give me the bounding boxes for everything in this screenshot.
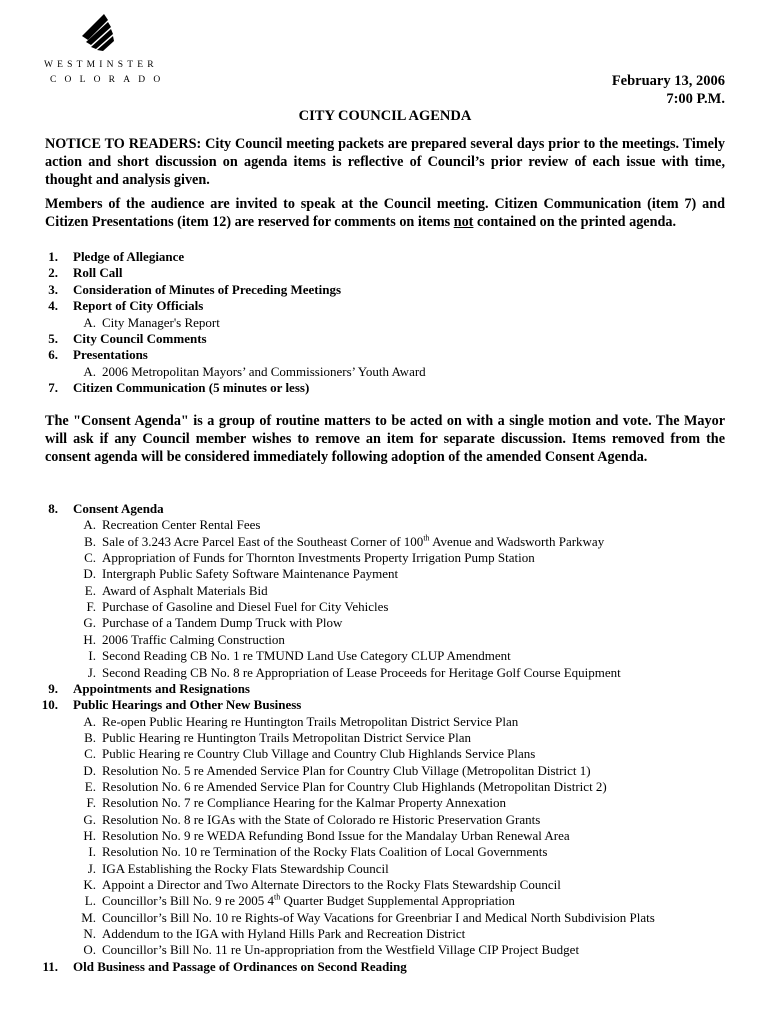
meeting-date-block — [612, 72, 725, 108]
logo-text-westminster: WESTMINSTER — [44, 60, 158, 70]
audience-underlined-word: not — [453, 214, 474, 230]
agenda-subitem-letter: B. — [84, 729, 96, 745]
agenda-subitem-text — [102, 861, 389, 877]
agenda-subitem-text-main: Second Reading CB No. 8 re Appropriation of Lease Proceeds for Heritage Golf Course Equipment — [102, 664, 621, 680]
agenda-subitem-letter: E. — [84, 778, 96, 794]
agenda-subitem-text — [102, 730, 471, 746]
audience-text-after: contained on the printed agenda. — [473, 214, 677, 230]
agenda-subitem-letter: A. — [83, 314, 96, 330]
agenda-subitem-text-main: Purchase of a Tandem Dump Truck with Plow — [102, 615, 343, 631]
agenda-subitem-text — [102, 615, 342, 631]
agenda-subitem-text-main: Public Hearing re Huntington Trails Metropolitan District Service Plan — [102, 729, 472, 745]
agenda-subitem-text — [102, 926, 465, 942]
agenda-subitem-letter: A. — [83, 363, 96, 379]
agenda-subitem-text — [102, 877, 561, 893]
agenda-subitem-letter: K. — [83, 877, 96, 893]
agenda-subitem-text — [102, 599, 388, 615]
agenda-subitem-text — [102, 364, 426, 380]
agenda-subitem-text-main: 2006 Traffic Calming Construction — [102, 631, 285, 647]
agenda-subitem-letter: A. — [83, 713, 96, 729]
agenda-subitem-text — [102, 632, 285, 648]
agenda-item-label: Consideration of Minutes of Preceding Meetings — [73, 281, 342, 297]
agenda-subitem-text-main: Resolution No. 7 re Compliance Hearing for the Kalmar Property Annexation — [102, 795, 506, 811]
agenda-item-label: Old Business and Passage of Ordinances on Second Reading — [73, 958, 407, 974]
agenda-subitem-text-main: Councillor’s Bill No. 10 re Rights-of Way Vacations for Greenbriar I and Medical North Subdivision Plats — [102, 909, 655, 925]
agenda-subitem-letter: H. — [83, 631, 96, 647]
agenda-subitem-text-main: Councillor’s Bill No. 9 re 2005 4 — [102, 893, 275, 909]
notice-paragraph: NOTICE TO READERS: City Council meeting packets are prepared several days prior to the meetings. Timely action and short discussion on agenda items is reflective of Council’s prior review of each issue with time, thought and analysis given. — [45, 136, 725, 188]
agenda-subitem-text — [102, 315, 220, 331]
agenda-subitem-text-main: Second Reading CB No. 1 re TMUND Land Use Category CLUP Amendment — [102, 648, 511, 664]
audience-paragraph — [45, 195, 725, 231]
agenda-subitem-text — [102, 566, 398, 582]
logo-mark-icon — [78, 14, 118, 52]
agenda-subitem-text — [102, 763, 591, 779]
agenda-item-label: Roll Call — [73, 265, 123, 281]
agenda-subitem-letter: I. — [88, 648, 96, 664]
agenda-subitem-letter: D. — [83, 762, 96, 778]
agenda-item-number: 1. — [48, 249, 58, 264]
agenda-item-label: Consent Agenda — [73, 501, 164, 516]
agenda-subitem-text-main: Addendum to the IGA with Hyland Hills Park and Recreation District — [102, 926, 466, 942]
agenda-subitem-text-main: City Manager's Report — [102, 314, 220, 330]
agenda-item-number: 7. — [48, 380, 58, 396]
agenda-subitem-text-main: Resolution No. 6 re Amended Service Plan for Country Club Highlands (Metropolitan District 2) — [102, 778, 607, 794]
agenda-subitem-text — [102, 648, 511, 664]
agenda-subitem-text — [102, 779, 607, 795]
agenda-subitem-letter: C. — [84, 550, 96, 566]
agenda-subitem-text-main: IGA Establishing the Rocky Flats Stewardship Council — [102, 860, 389, 876]
agenda-subitem-text-main: Resolution No. 8 re IGAs with the State of Colorado re Historic Preservation Grants — [102, 811, 541, 827]
agenda-subitem-text-main: Councillor’s Bill No. 11 re Un-appropriation from the Westfield Village CIP Project Budget — [102, 942, 580, 958]
audience-text-before: Members of the audience are invited to speak at the Council meeting. Citizen Communication (item 7) and Citizen Presentations (item 12) are reserved for comments on items — [45, 196, 725, 230]
agenda-subitem-letter: H. — [83, 828, 96, 843]
agenda-item-number: 2. — [48, 265, 58, 281]
agenda-subitem-text — [102, 844, 547, 860]
agenda-subitem-letter: O. — [83, 942, 96, 958]
agenda-item-label: Report of City Officials — [73, 298, 204, 314]
agenda-subitem-letter: D. — [83, 566, 96, 582]
agenda-subitem-text-main: Appoint a Director and Two Alternate Directors to the Rocky Flats Stewardship Council — [102, 877, 561, 893]
meeting-time: 7:00 P.M. — [666, 91, 725, 107]
agenda-item-number: 9. — [48, 680, 58, 696]
agenda-subitem-letter: L. — [84, 893, 96, 909]
agenda-subitem-text-main: Intergraph Public Safety Software Maintenance Payment — [102, 566, 399, 582]
agenda-subitem-text-main: Appropriation of Funds for Thornton Investments Property Irrigation Pump Station — [102, 550, 535, 566]
agenda-subitem-text — [102, 746, 535, 762]
agenda-subitem-letter: E. — [84, 582, 96, 598]
agenda-subitem-text — [102, 550, 535, 566]
agenda-subitem-letter: B. — [84, 533, 96, 549]
agenda-subitem-text-main: 2006 Metropolitan Mayors’ and Commissioners’ Youth Award — [102, 363, 426, 379]
agenda-item-number: 8. — [48, 501, 58, 516]
agenda-item-number: 10. — [41, 697, 58, 713]
agenda-item-number: 11. — [42, 958, 58, 974]
agenda-subitem-text — [102, 517, 260, 533]
agenda-subitem-letter: F. — [86, 795, 96, 811]
agenda-subitem-letter: J. — [87, 664, 96, 680]
agenda-item-label: Appointments and Resignations — [73, 680, 250, 696]
agenda-subitem-superscript: th — [274, 893, 281, 903]
agenda-subitem-text-main: Award of Asphalt Materials Bid — [102, 582, 268, 598]
agenda-item-label: Pledge of Allegiance — [73, 249, 185, 264]
agenda-subitem-text — [102, 665, 621, 681]
meeting-date: February 13, 2006 — [611, 73, 725, 89]
agenda-subitem-text-main: Re-open Public Hearing re Huntington Trails Metropolitan District Service Plan — [102, 713, 519, 729]
agenda-subitem-text — [102, 812, 540, 828]
agenda-item-number: 4. — [48, 298, 58, 314]
page-title: CITY COUNCIL AGENDA — [298, 108, 472, 124]
agenda-subitem-letter: C. — [84, 746, 96, 762]
agenda-subitem-text-rest: Avenue and Wadsworth Parkway — [429, 533, 605, 549]
agenda-subitem-text-main: Resolution No. 5 re Amended Service Plan for Country Club Village (Metropolitan District 1) — [102, 762, 591, 778]
agenda-subitem-text — [102, 583, 268, 599]
agenda-item-label: Presentations — [73, 347, 148, 363]
agenda-subitem-text-main: Resolution No. 10 re Termination of the Rocky Flats Coalition of Local Governments — [102, 844, 548, 860]
agenda-item-number: 3. — [48, 281, 58, 297]
agenda-subitem-text-main: Purchase of Gasoline and Diesel Fuel for City Vehicles — [102, 599, 389, 615]
agenda-subitem-text — [102, 942, 579, 958]
agenda-subitem-text-rest: Quarter Budget Supplemental Appropriation — [280, 893, 515, 909]
agenda-item-label: City Council Comments — [73, 331, 207, 346]
agenda-subitem-letter: J. — [87, 860, 96, 876]
agenda-subitem-letter: M. — [81, 909, 96, 925]
agenda-subitem-text-main: Resolution No. 9 re WEDA Refunding Bond Issue for the Mandalay Urban Renewal Area — [102, 828, 570, 843]
consent-note-paragraph: The "Consent Agenda" is a group of routine matters to be acted on with a single motion and vote. The Mayor will ask if any Council member wishes to remove an item for separate discussion. Items removed from the consent agenda will be considered immediately following adoption of the amended Consent Agenda. — [45, 413, 725, 465]
agenda-subitem-text-main: Recreation Center Rental Fees — [102, 517, 261, 533]
agenda-subitem-text — [102, 714, 518, 730]
agenda-subitem-superscript: th — [423, 533, 430, 543]
agenda-subitem-text — [102, 795, 506, 811]
agenda-subitem-text-main: Public Hearing re Country Club Village and Country Club Highlands Service Plans — [102, 746, 536, 762]
logo-text-colorado: COLORADO — [50, 75, 169, 85]
agenda-item-label: Public Hearings and Other New Business — [73, 697, 302, 713]
agenda-subitem-letter: G. — [83, 811, 96, 827]
agenda-subitem-letter: N. — [83, 926, 96, 942]
agenda-subitem-text — [102, 828, 570, 844]
agenda-subitem-letter: F. — [86, 599, 96, 615]
agenda-subitem-text — [102, 910, 655, 926]
agenda-subitem-text — [102, 893, 515, 909]
agenda-subitem-letter: G. — [83, 615, 96, 631]
agenda-subitem-letter: A. — [83, 517, 96, 533]
agenda-item-number: 5. — [48, 331, 58, 346]
agenda-subitem-letter: I. — [88, 844, 96, 860]
agenda-item-number: 6. — [48, 347, 58, 363]
agenda-item-label: Citizen Communication (5 minutes or less) — [73, 380, 310, 396]
agenda-subitem-text-main: Sale of 3.243 Acre Parcel East of the Southeast Corner of 100 — [102, 533, 424, 549]
agenda-subitem-text — [102, 534, 604, 550]
